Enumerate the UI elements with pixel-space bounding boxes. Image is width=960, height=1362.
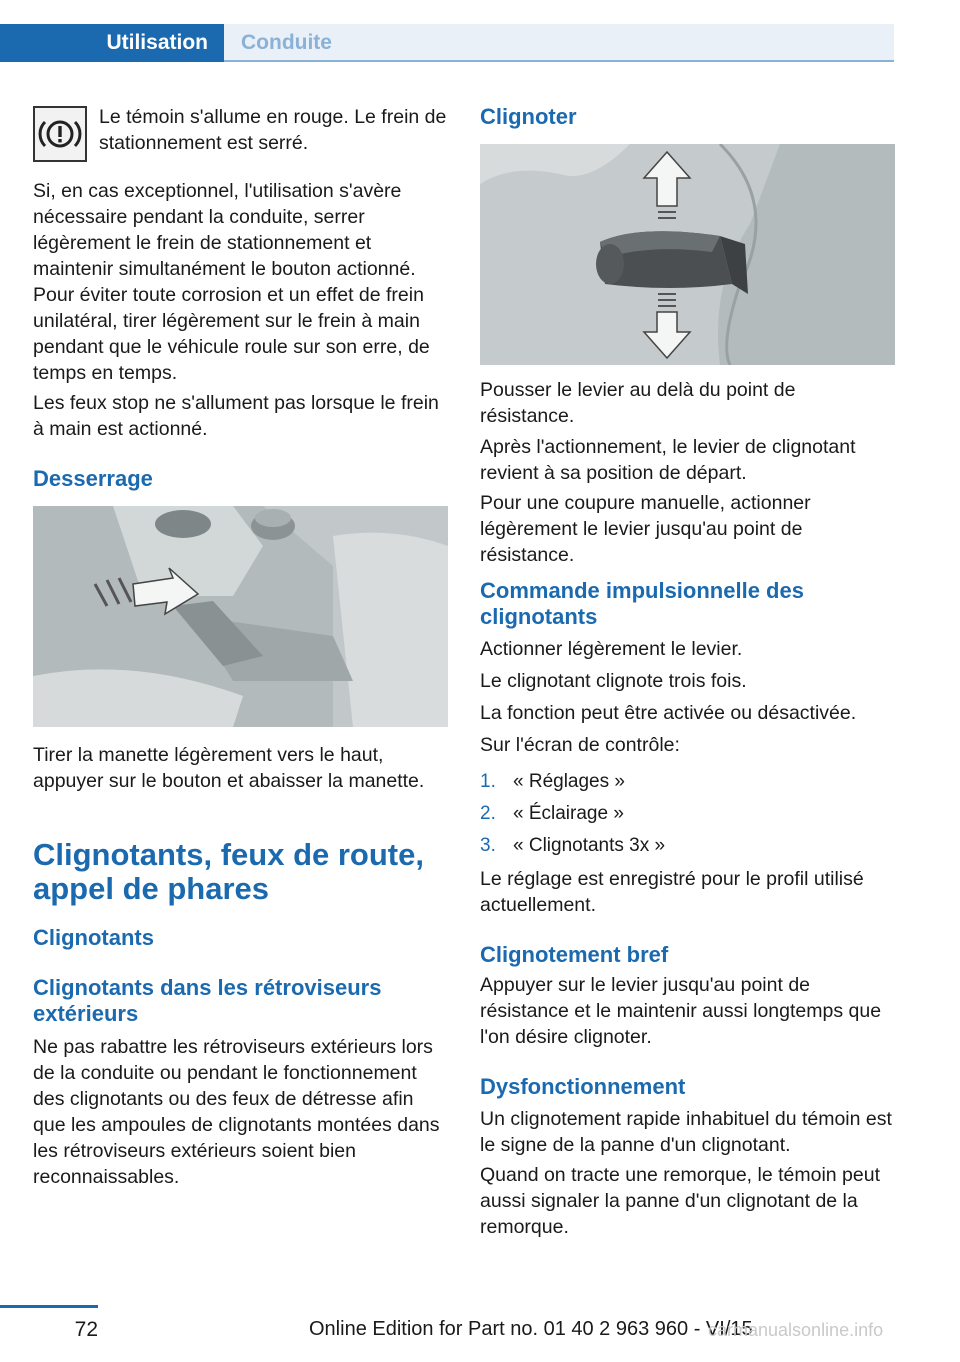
watermark: carmanualsonline.info bbox=[708, 1320, 884, 1340]
step-label: « Clignotants 3x » bbox=[513, 835, 666, 856]
paragraph: Les feux stop ne s'allument pas lorsque le frein à main est actionné. bbox=[33, 392, 439, 440]
list-item bbox=[480, 798, 895, 830]
paragraph: Un clignotement rapide inhabituel du témoin est le signe de la panne d'un clignotant. bbox=[480, 1108, 892, 1156]
warning-text: Le témoin s'allume en rouge. Le frein de stationnement est serré. bbox=[99, 106, 447, 154]
paragraph: Pour une coupure manuelle, actionner légèrement le levier jusqu'au point de résistance. bbox=[480, 492, 811, 566]
step-number: 1. bbox=[480, 771, 496, 792]
parking-brake-warning-icon bbox=[33, 106, 87, 162]
heading-retroviseurs: Clignotants dans les rétroviseurs extérieurs bbox=[33, 975, 382, 1026]
paragraph: Tirer la manette légèrement vers le haut, appuyer sur le bouton et abaisser la manette. bbox=[33, 744, 425, 792]
edition-text: Online Edition for Part no. 01 40 2 963 960 - VI/15 bbox=[309, 1318, 753, 1340]
footer-divider bbox=[0, 1305, 98, 1308]
heading-clignotement-bref: Clignotement bref bbox=[480, 942, 669, 967]
heading-clignoter: Clignoter bbox=[480, 104, 577, 129]
paragraph: Si, en cas exceptionnel, l'utilisation s'avère nécessaire pendant la conduite, serrer légèrement le frein de stationnement et maintenir simultanément le bouton actionné. bbox=[33, 180, 416, 280]
paragraph: Quand on tracte une remorque, le témoin peut aussi signaler la panne d'un clignotant de la remorque. bbox=[480, 1164, 880, 1238]
step-number: 3. bbox=[480, 835, 496, 856]
heading-clignotants: Clignotants bbox=[33, 925, 154, 950]
step-label: « Réglages » bbox=[513, 771, 625, 792]
paragraph: Sur l'écran de contrôle: bbox=[480, 734, 680, 756]
heading-commande-impulsionnelle: Commande impulsionnelle des clignotants bbox=[480, 578, 804, 629]
section-title: Clignotants, feux de route, appel de phares bbox=[33, 837, 424, 906]
turn-signal-lever-illustration bbox=[480, 144, 895, 365]
tab-utilisation[interactable]: Utilisation bbox=[0, 24, 224, 62]
handbrake-illustration bbox=[33, 506, 448, 727]
list-item bbox=[480, 830, 895, 862]
header-divider bbox=[224, 60, 894, 62]
step-label: « Éclairage » bbox=[513, 803, 624, 824]
settings-steps-list bbox=[480, 766, 895, 862]
paragraph: Après l'actionnement, le levier de clignotant revient à sa position de départ. bbox=[480, 436, 856, 484]
paragraph: Le clignotant clignote trois fois. bbox=[480, 670, 747, 692]
step-number: 2. bbox=[480, 803, 496, 824]
list-item bbox=[480, 766, 895, 798]
paragraph: Le réglage est enregistré pour le profil utilisé actuellement. bbox=[480, 868, 864, 916]
heading-dysfonctionnement: Dysfonctionnement bbox=[480, 1074, 686, 1099]
paragraph: Appuyer sur le levier jusqu'au point de résistance et le maintenir aussi longtemps que l'on désire clignoter. bbox=[480, 974, 882, 1048]
heading-desserrage: Desserrage bbox=[33, 466, 153, 491]
paragraph: Pousser le levier au delà du point de résistance. bbox=[480, 379, 796, 427]
paragraph: Pour éviter toute corrosion et un effet de frein unilatéral, tirer légèrement sur le frein à main pendant que le véhicule roule sur son erre, de temps en temps. bbox=[33, 284, 430, 384]
paragraph: La fonction peut être activée ou désactivée. bbox=[480, 702, 857, 724]
paragraph: Actionner légèrement le levier. bbox=[480, 638, 743, 660]
paragraph: Ne pas rabattre les rétroviseurs extérieurs lors de la conduite ou pendant le fonctionnement des clignotants ou des feux de détresse afin que les ampoules de clignotants montées dans les rétroviseurs extérieurs soient bien reconnaissables. bbox=[33, 1036, 440, 1188]
page-number: 72 bbox=[74, 1318, 98, 1341]
tab-conduite[interactable]: Conduite bbox=[224, 24, 894, 62]
